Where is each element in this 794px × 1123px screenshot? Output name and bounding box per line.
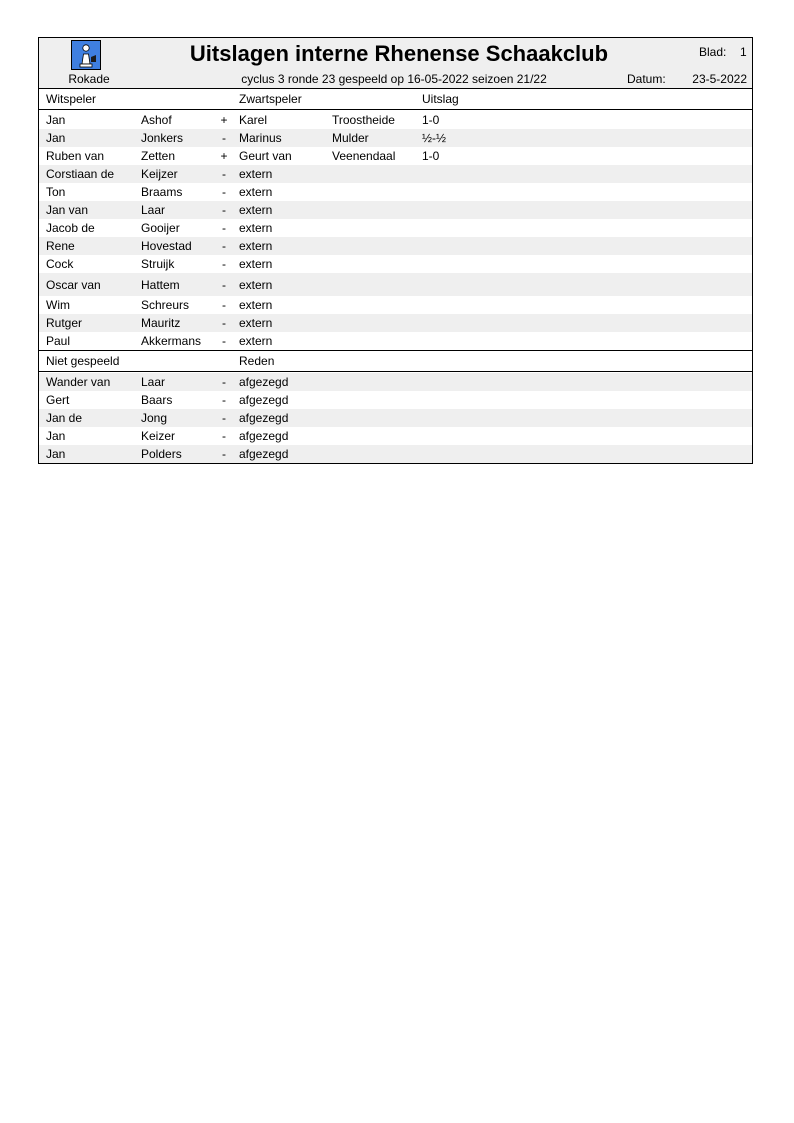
- black-first: extern: [239, 298, 273, 312]
- white-first: Ruben van: [46, 149, 105, 163]
- player-last: Polders: [141, 447, 182, 461]
- black-first: extern: [239, 239, 273, 253]
- sign: -: [222, 411, 226, 425]
- sign: -: [222, 239, 226, 253]
- black-first: Karel: [239, 113, 268, 127]
- black-first: extern: [239, 167, 273, 181]
- white-last: Braams: [141, 185, 183, 199]
- result: 1-0: [422, 113, 440, 127]
- white-last: Jonkers: [141, 131, 184, 145]
- black-first: extern: [239, 257, 273, 271]
- player-first: Jan: [46, 429, 66, 443]
- sign: -: [222, 316, 226, 330]
- white-first: Ton: [46, 185, 66, 199]
- game-row: [39, 201, 752, 219]
- player-first: Jan: [46, 447, 66, 461]
- game-row: [39, 237, 752, 255]
- black-first: Geurt van: [239, 149, 292, 163]
- player-first: Wander van: [46, 375, 111, 389]
- player-first: Gert: [46, 393, 70, 407]
- sign: -: [222, 375, 226, 389]
- white-last: Hovestad: [141, 239, 192, 253]
- sign: -: [222, 185, 226, 199]
- sign: -: [222, 278, 226, 292]
- sheet-header: [39, 38, 752, 89]
- white-last: Mauritz: [141, 316, 181, 330]
- sign: -: [222, 393, 226, 407]
- page-title: Uitslagen interne Rhenense Schaakclub: [189, 41, 609, 66]
- white-last: Struijk: [141, 257, 175, 271]
- white-first: Rene: [46, 239, 75, 253]
- game-row: [39, 255, 752, 273]
- game-row: [39, 273, 752, 296]
- game-row: [39, 165, 752, 183]
- col-result: Uitslag: [422, 92, 459, 106]
- white-last: Keijzer: [141, 167, 178, 181]
- club-logo-icon: [71, 40, 101, 70]
- white-first: Corstiaan de: [46, 167, 115, 181]
- game-row: [39, 296, 752, 314]
- not-played-list: [39, 373, 752, 463]
- reason: afgezegd: [239, 411, 289, 425]
- black-first: extern: [239, 221, 273, 235]
- player-last: Laar: [141, 375, 166, 389]
- white-first: Jan: [46, 113, 66, 127]
- reason: afgezegd: [239, 375, 289, 389]
- black-first: extern: [239, 185, 273, 199]
- black-first: extern: [239, 316, 273, 330]
- black-last: Troostheide: [332, 113, 395, 127]
- sign: +: [220, 113, 228, 127]
- not-played-header: [39, 350, 752, 372]
- not-played-row: [39, 391, 752, 409]
- game-row: [39, 111, 752, 129]
- not-played-row: [39, 445, 752, 463]
- not-played-row: [39, 373, 752, 391]
- reason: afgezegd: [239, 393, 289, 407]
- white-last: Laar: [141, 203, 166, 217]
- black-last: Mulder: [332, 131, 369, 145]
- black-first: extern: [239, 203, 273, 217]
- sign: -: [222, 131, 226, 145]
- black-first: extern: [239, 278, 273, 292]
- game-row: [39, 183, 752, 201]
- sign: -: [222, 221, 226, 235]
- sign: -: [222, 429, 226, 443]
- player-last: Jong: [141, 411, 168, 425]
- result: 1-0: [422, 149, 440, 163]
- white-first: Oscar van: [46, 278, 101, 292]
- col-white: Witspeler: [46, 92, 97, 106]
- results-sheet: [38, 37, 753, 464]
- white-last: Akkermans: [141, 334, 202, 348]
- game-row: [39, 332, 752, 350]
- blad-value: 1: [740, 45, 747, 59]
- game-row: [39, 147, 752, 165]
- reason: afgezegd: [239, 429, 289, 443]
- reason: afgezegd: [239, 447, 289, 461]
- white-last: Ashof: [141, 113, 172, 127]
- white-first: Jan: [46, 131, 66, 145]
- datum-label: Datum:: [627, 72, 666, 86]
- result: ½-½: [422, 131, 447, 145]
- column-header: [39, 89, 752, 110]
- blad-label: Blad:: [699, 45, 727, 59]
- white-last: Zetten: [141, 149, 176, 163]
- sign: -: [222, 257, 226, 271]
- sign: -: [222, 203, 226, 217]
- round-info: cyclus 3 ronde 23 gespeeld op 16-05-2022 seizoen 21/22: [241, 72, 547, 86]
- games-list: [39, 111, 752, 350]
- white-first: Wim: [46, 298, 70, 312]
- game-row: [39, 219, 752, 237]
- white-last: Schreurs: [141, 298, 190, 312]
- sign: +: [220, 149, 228, 163]
- sign: -: [222, 167, 226, 181]
- col-black: Zwartspeler: [239, 92, 302, 106]
- not-played-label: Niet gespeeld: [46, 354, 120, 368]
- datum-value: 23-5-2022: [692, 72, 747, 86]
- player-last: Keizer: [141, 429, 176, 443]
- not-played-row: [39, 409, 752, 427]
- white-first: Jan van: [46, 203, 89, 217]
- black-last: Veenendaal: [332, 149, 396, 163]
- white-last: Gooijer: [141, 221, 180, 235]
- white-first: Cock: [46, 257, 74, 271]
- game-row: [39, 314, 752, 332]
- sign: -: [222, 447, 226, 461]
- sign: -: [222, 298, 226, 312]
- game-row: [39, 129, 752, 147]
- club-name: Rokade: [68, 72, 110, 86]
- black-first: extern: [239, 334, 273, 348]
- white-last: Hattem: [141, 278, 180, 292]
- not-played-row: [39, 427, 752, 445]
- player-last: Baars: [141, 393, 173, 407]
- reason-label: Reden: [239, 354, 275, 368]
- white-first: Rutger: [46, 316, 83, 330]
- white-first: Paul: [46, 334, 71, 348]
- player-first: Jan de: [46, 411, 83, 425]
- sign: -: [222, 334, 226, 348]
- black-first: Marinus: [239, 131, 282, 145]
- white-first: Jacob de: [46, 221, 95, 235]
